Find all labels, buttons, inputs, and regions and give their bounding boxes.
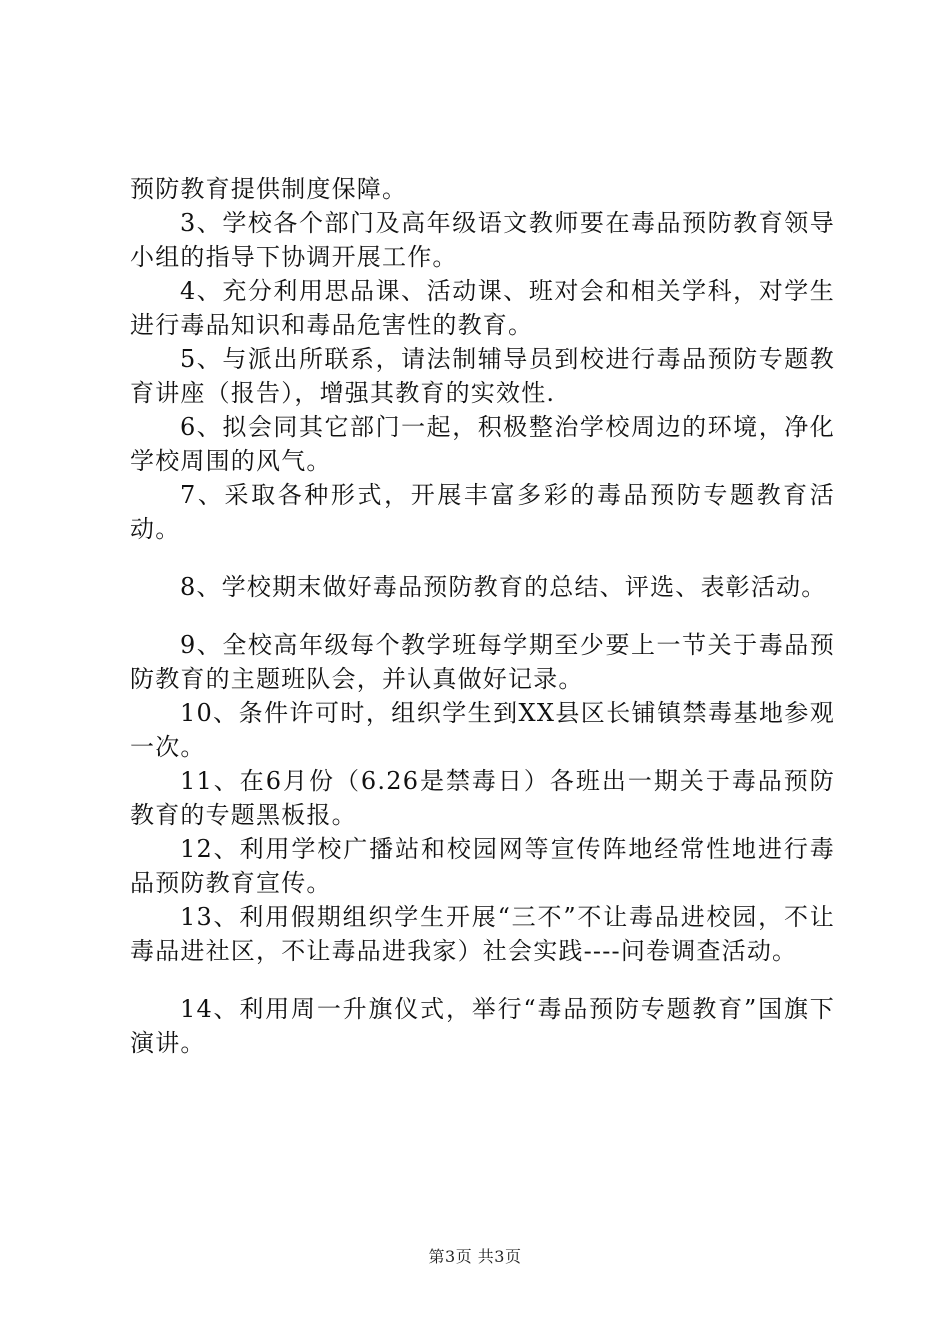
paragraph-item-5: 5、与派出所联系，请法制辅导员到校进行毒品预防专题教育讲座（报告），增强其教育的实效性. [130,345,835,407]
paragraph-item-4: 4、充分利用思品课、活动课、班对会和相关学科，对学生进行毒品知识和毒品危害性的教育。 [130,277,835,339]
paragraph-item-9: 9、全校高年级每个教学班每学期至少要上一节关于毒品预防教育的主题班队会，并认真做好记录。 [130,631,835,693]
paragraph-item-10: 10、条件许可时，组织学生到XX县区长铺镇禁毒基地参观一次。 [130,699,835,761]
paragraph-spacer [130,604,835,628]
paragraph-item-3: 3、学校各个部门及高年级语文教师要在毒品预防教育领导小组的指导下协调开展工作。 [130,209,835,271]
paragraph-spacer [130,546,835,570]
paragraph-item-6: 6、拟会同其它部门一起，积极整治学校周边的环境，净化学校周围的风气。 [130,413,835,475]
paragraph-item-14: 14、利用周一升旗仪式，举行“毒品预防专题教育”国旗下演讲。 [130,995,835,1057]
page-number-footer: 第3页 共3页 [428,1247,522,1266]
paragraph-item-8: 8、学校期末做好毒品预防教育的总结、评选、表彰活动。 [180,573,827,601]
paragraph-item-7: 7、采取各种形式，开展丰富多彩的毒品预防专题教育活动。 [130,481,835,543]
paragraph-item-12: 12、利用学校广播站和校园网等宣传阵地经常性地进行毒品预防教育宣传。 [130,835,835,897]
paragraph-item-13: 13、利用假期组织学生开展“三不”不让毒品进校园，不让毒品进社区，不让毒品进我家）社会实践----问卷调查活动。 [130,903,835,965]
document-body [130,172,835,1060]
paragraph-continuation: 预防教育提供制度保障。 [130,175,408,203]
paragraph-spacer [130,968,835,992]
paragraph-item-11: 11、在6月份（6.26是禁毒日）各班出一期关于毒品预防教育的专题黑板报。 [130,767,835,829]
